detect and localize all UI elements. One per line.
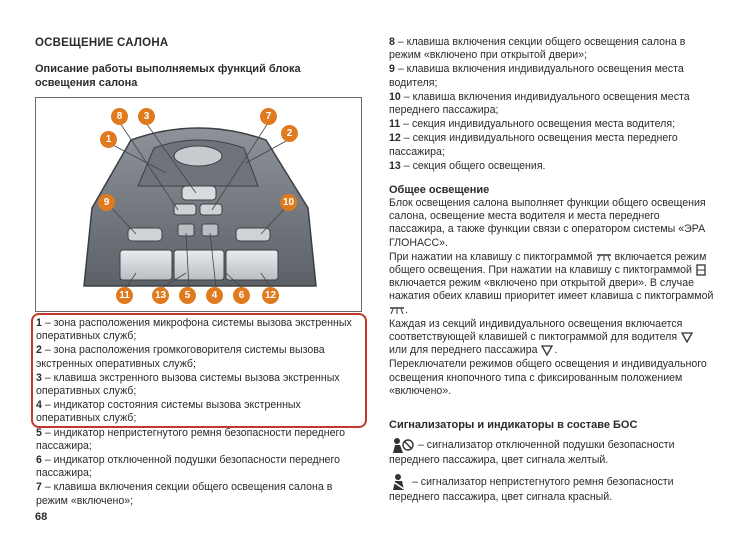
lighting-unit-figure bbox=[35, 97, 362, 312]
list-item: 13 – секция общего освещения. bbox=[389, 159, 546, 172]
list-item: 8 – клавиша включения секции общего освещения салона в режим «включено при открытой двери»; bbox=[389, 36, 686, 62]
callout-12: 12 bbox=[262, 287, 279, 304]
general-lighting-heading: Общее освещение bbox=[389, 184, 490, 196]
callout-8: 8 bbox=[111, 108, 128, 125]
callout-3: 3 bbox=[138, 108, 155, 125]
lighting-unit-illustration bbox=[36, 98, 361, 311]
page-title: ОСВЕЩЕНИЕ САЛОНА bbox=[35, 37, 169, 49]
callout-5: 5 bbox=[179, 287, 196, 304]
passenger-light-icon bbox=[540, 344, 554, 356]
list-item: – сигнализатор непристегнутого ремня безопасности переднего пассажира, цвет сигнала красный. bbox=[389, 473, 715, 504]
general-light-icon bbox=[596, 252, 612, 262]
section-subtitle: Описание работы выполняемых функций блока освещения салона bbox=[35, 63, 301, 89]
page-number: 68 bbox=[35, 511, 48, 523]
list-item: 9 – клавиша включения индивидуального освещения места водителя; bbox=[389, 63, 684, 89]
list-item: 4 – индикатор состояния системы вызова экстренных оперативных служб; bbox=[36, 399, 301, 425]
list-item: 12 – секция индивидуального освещения места переднего пассажира; bbox=[389, 132, 678, 158]
paragraph: Переключатели режимов общего освещения и индивидуального освещения кнопочного типа с фиксированным положением «включено». bbox=[389, 358, 707, 397]
indicators-list bbox=[389, 436, 715, 504]
callout-2: 2 bbox=[281, 125, 298, 142]
seatbelt-icon bbox=[389, 473, 409, 491]
list-item: 6 – индикатор отключенной подушки безопасности переднего пассажира; bbox=[36, 454, 340, 480]
legend-list-left bbox=[36, 317, 358, 508]
callout-7: 7 bbox=[260, 108, 277, 125]
callout-10: 10 bbox=[280, 194, 297, 211]
callout-4: 4 bbox=[206, 287, 223, 304]
list-item: 7 – клавиша включения секции общего освещения салона в режим «включено»; bbox=[36, 481, 333, 507]
airbag-off-icon bbox=[389, 436, 415, 454]
callout-13: 13 bbox=[152, 287, 169, 304]
indicators-heading: Сигнализаторы и индикаторы в составе БОС bbox=[389, 419, 638, 431]
paragraph: Каждая из секций индивидуального освещения включается соответствующей клавишей с пиктограммой для водителя или для переднего пассажира . bbox=[389, 318, 715, 358]
paragraph: Блок освещения салона выполняет функции общего освещения салона, освещение места водителя и места переднего пассажира, а также функции связи с оператором системы «ЭРА ГЛОНАСС». bbox=[389, 197, 706, 249]
list-item: 5 – индикатор непристегнутого ремня безопасности переднего пассажира; bbox=[36, 426, 345, 452]
list-item: 2 – зона расположения громкоговорителя системы вызова экстренных оперативных служб; bbox=[36, 344, 325, 370]
list-item: 1 – зона расположения микрофона системы вызова экстренных оперативных служб; bbox=[36, 317, 352, 343]
paragraph: При нажатии на клавишу с пиктограммой включается режим общего освещения. При нажатии на клавишу с пиктограммой включается режим «включено при открытой двери». В случае нажатия обеих клавиш приоритет имеет клавиша с пиктограммой . bbox=[389, 250, 714, 316]
list-item: – сигнализатор отключенной подушки безопасности переднего пассажира, цвет сигнала желтый. bbox=[389, 436, 715, 467]
list-item: 3 – клавиша экстренного вызова системы вызова экстренных оперативных служб; bbox=[36, 371, 340, 398]
callout-9: 9 bbox=[98, 194, 115, 211]
general-light-icon bbox=[389, 305, 405, 315]
door-open-icon bbox=[695, 264, 707, 276]
general-lighting-text bbox=[389, 197, 715, 398]
list-item: 11 – секция индивидуального освещения места водителя; bbox=[389, 118, 676, 131]
callout-6: 6 bbox=[233, 287, 250, 304]
driver-light-icon bbox=[680, 331, 694, 343]
list-item: 10 – клавиша включения индивидуального освещения места переднего пассажира; bbox=[389, 90, 690, 117]
callout-1: 1 bbox=[100, 131, 117, 148]
callout-11: 11 bbox=[116, 287, 133, 304]
legend-list-right bbox=[389, 36, 713, 173]
